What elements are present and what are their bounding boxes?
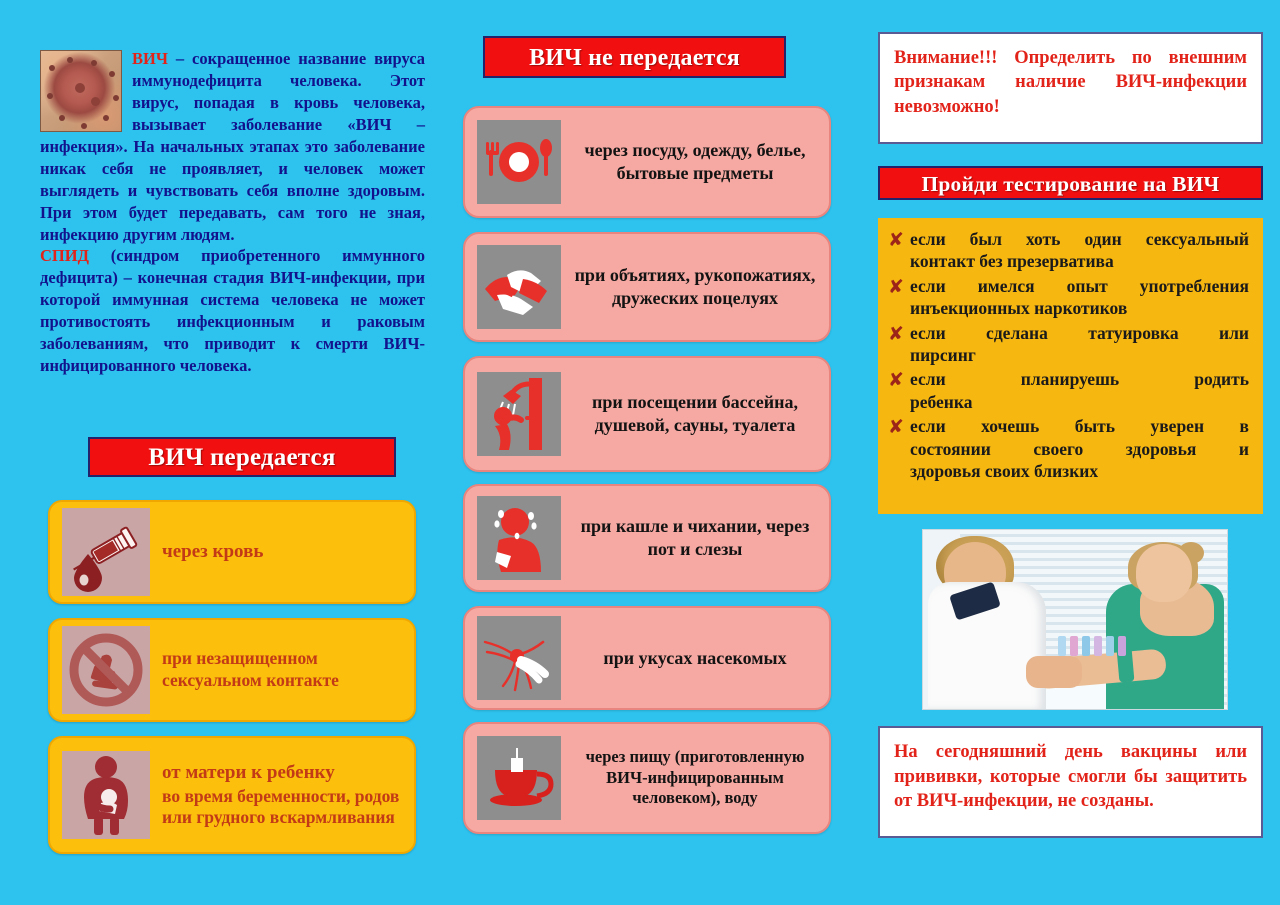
checklist-item-1-line-2: инъекционных наркотиков: [910, 298, 1128, 319]
non-transmission-label-insect-bites: при укусах насекомых: [603, 647, 787, 668]
checklist-item-1-line-1: если имелся опыт употребления: [910, 275, 1249, 296]
attention-label: Внимание!!!: [894, 48, 998, 68]
checklist-item-4-line-3: здоровья своих близких: [910, 460, 1099, 481]
non-transmission-label-shower: при посещении бассейна, душевой, сауны, туалета: [591, 392, 799, 435]
checklist-item-2-line-1: если сделана татуировка или: [910, 322, 1249, 343]
transmission-heading-mother-to-child: от матери к ребенку: [162, 762, 335, 784]
sneezing-person-icon: [477, 496, 561, 580]
right-column: [872, 0, 1267, 905]
attention-line-2: внешним признакам наличие: [894, 48, 1247, 93]
checklist-item-2-line-2: пирсинг: [910, 344, 976, 365]
attention-line-1: Определить по: [1014, 48, 1152, 68]
photo-frame: [922, 529, 1228, 710]
checklist-item-0-line-2: контакт без презерватива: [910, 251, 1114, 272]
plate-fork-spoon-icon: [477, 120, 561, 204]
teacup-icon: [477, 736, 561, 820]
transmission-label-unprotected-sex: при незащищенном сексуальном контакте: [162, 648, 339, 690]
transmission-label-blood: через кровь: [162, 541, 264, 563]
non-transmission-card-food-water: [463, 722, 831, 834]
non-transmission-label-food-water: через пищу (приготовленную ВИЧ-инфицированным человеком), воду: [585, 746, 805, 808]
banner-hiv-is-transmitted: ВИЧ передается: [88, 437, 396, 477]
checklist-item-3-line-1: если планируешь родить: [910, 369, 1249, 390]
vaccine-line-2: или прививки, которые смогли бы: [894, 742, 1248, 787]
x-mark-icon: ✘: [888, 229, 904, 251]
no-unprotected-sex-icon: [62, 626, 150, 714]
left-column: [40, 0, 440, 905]
non-transmission-card-shower: [463, 356, 831, 472]
attention-note: [878, 32, 1263, 144]
non-transmission-card-cough-sneeze: [463, 484, 831, 592]
transmission-card-blood: [48, 500, 416, 604]
term-aids: СПИД: [40, 246, 89, 266]
intro-paragraph-1: – сокращенное название вируса иммунодефицита человека. Этот вирус, попадая в кровь человека, вызывает заболевание «ВИЧ – инфекция». На начальных этапах это заболевание никак себя не проявляет, и человек может выглядеть и чувствовать себя вполне здоровым. При этом будет передавать, сам того не зная, инфекцию другим людям.: [40, 49, 425, 244]
non-transmission-label-handshake: при объятиях, рукопожатиях, дружеских поцелуях: [574, 265, 816, 308]
get-tested-checklist: [878, 218, 1263, 514]
checklist-item: [888, 322, 1249, 367]
middle-column: [455, 0, 845, 905]
checklist-item-4-line-1: если хочешь быть уверен в: [910, 416, 1249, 437]
checklist-item: [888, 415, 1249, 482]
intro-text-block: [40, 48, 425, 377]
vaccine-note: [878, 726, 1263, 838]
syringe-blood-drop-icon: [62, 508, 150, 596]
checklist-item-3-line-2: ребенка: [910, 391, 973, 412]
x-mark-icon: ✘: [888, 416, 904, 439]
hiv-virion-image: [40, 50, 122, 132]
non-transmission-card-insect-bites: [463, 606, 831, 710]
checklist-item: [888, 228, 1249, 273]
x-mark-icon: ✘: [888, 275, 904, 298]
non-transmission-card-handshake: [463, 232, 831, 342]
checklist-item-0-line-1: если был хоть один сексуальный: [910, 229, 1249, 249]
transmission-label-mother-to-child: [162, 761, 414, 829]
handshake-icon: [477, 245, 561, 329]
transmission-card-unprotected-sex: [48, 618, 416, 722]
mosquito-icon: [477, 616, 561, 700]
shower-icon: [477, 372, 561, 456]
attention-line-3: ВИЧ-инфекции невозможно!: [894, 72, 1247, 117]
banner-hiv-is-not-transmitted: ВИЧ не передается: [483, 36, 786, 78]
non-transmission-label-dishes: через посуду, одежду, белье, бытовые предметы: [584, 140, 806, 183]
vaccine-line-1: На сегодняшний день вакцины: [894, 742, 1198, 762]
vaccine-line-3: защитить от ВИЧ-инфекции, не: [894, 766, 1247, 812]
banner-get-tested-for-hiv: Пройди тестирование на ВИЧ: [878, 166, 1263, 200]
transmission-subtext-mother-to-child: во время беременности, родов или грудного вскармливания: [162, 785, 400, 828]
pregnant-mother-baby-icon: [62, 751, 150, 839]
x-mark-icon: ✘: [888, 322, 904, 345]
checklist-item: [888, 368, 1249, 413]
vaccine-line-4: созданы.: [1080, 791, 1154, 812]
nurse-drawing-blood-photo: [922, 529, 1228, 710]
non-transmission-label-cough-sneeze: при кашле и чихании, через пот и слезы: [580, 516, 810, 559]
transmission-card-mother-to-child: [48, 736, 416, 854]
non-transmission-card-dishes: [463, 106, 831, 218]
checklist-item: [888, 275, 1249, 320]
term-hiv: ВИЧ: [132, 49, 168, 68]
checklist-item-4-line-2: состоянии своего здоровья и: [910, 438, 1249, 459]
x-mark-icon: ✘: [888, 369, 904, 392]
intro-paragraph-2: (синдром приобретенного иммунного дефицита) – конечная стадия ВИЧ-инфекции, при которой иммунная система человека не может противостоять инфекционным и раковым заболеваниям, что приводит к смерти ВИЧ-инфицированного человека.: [40, 246, 425, 376]
